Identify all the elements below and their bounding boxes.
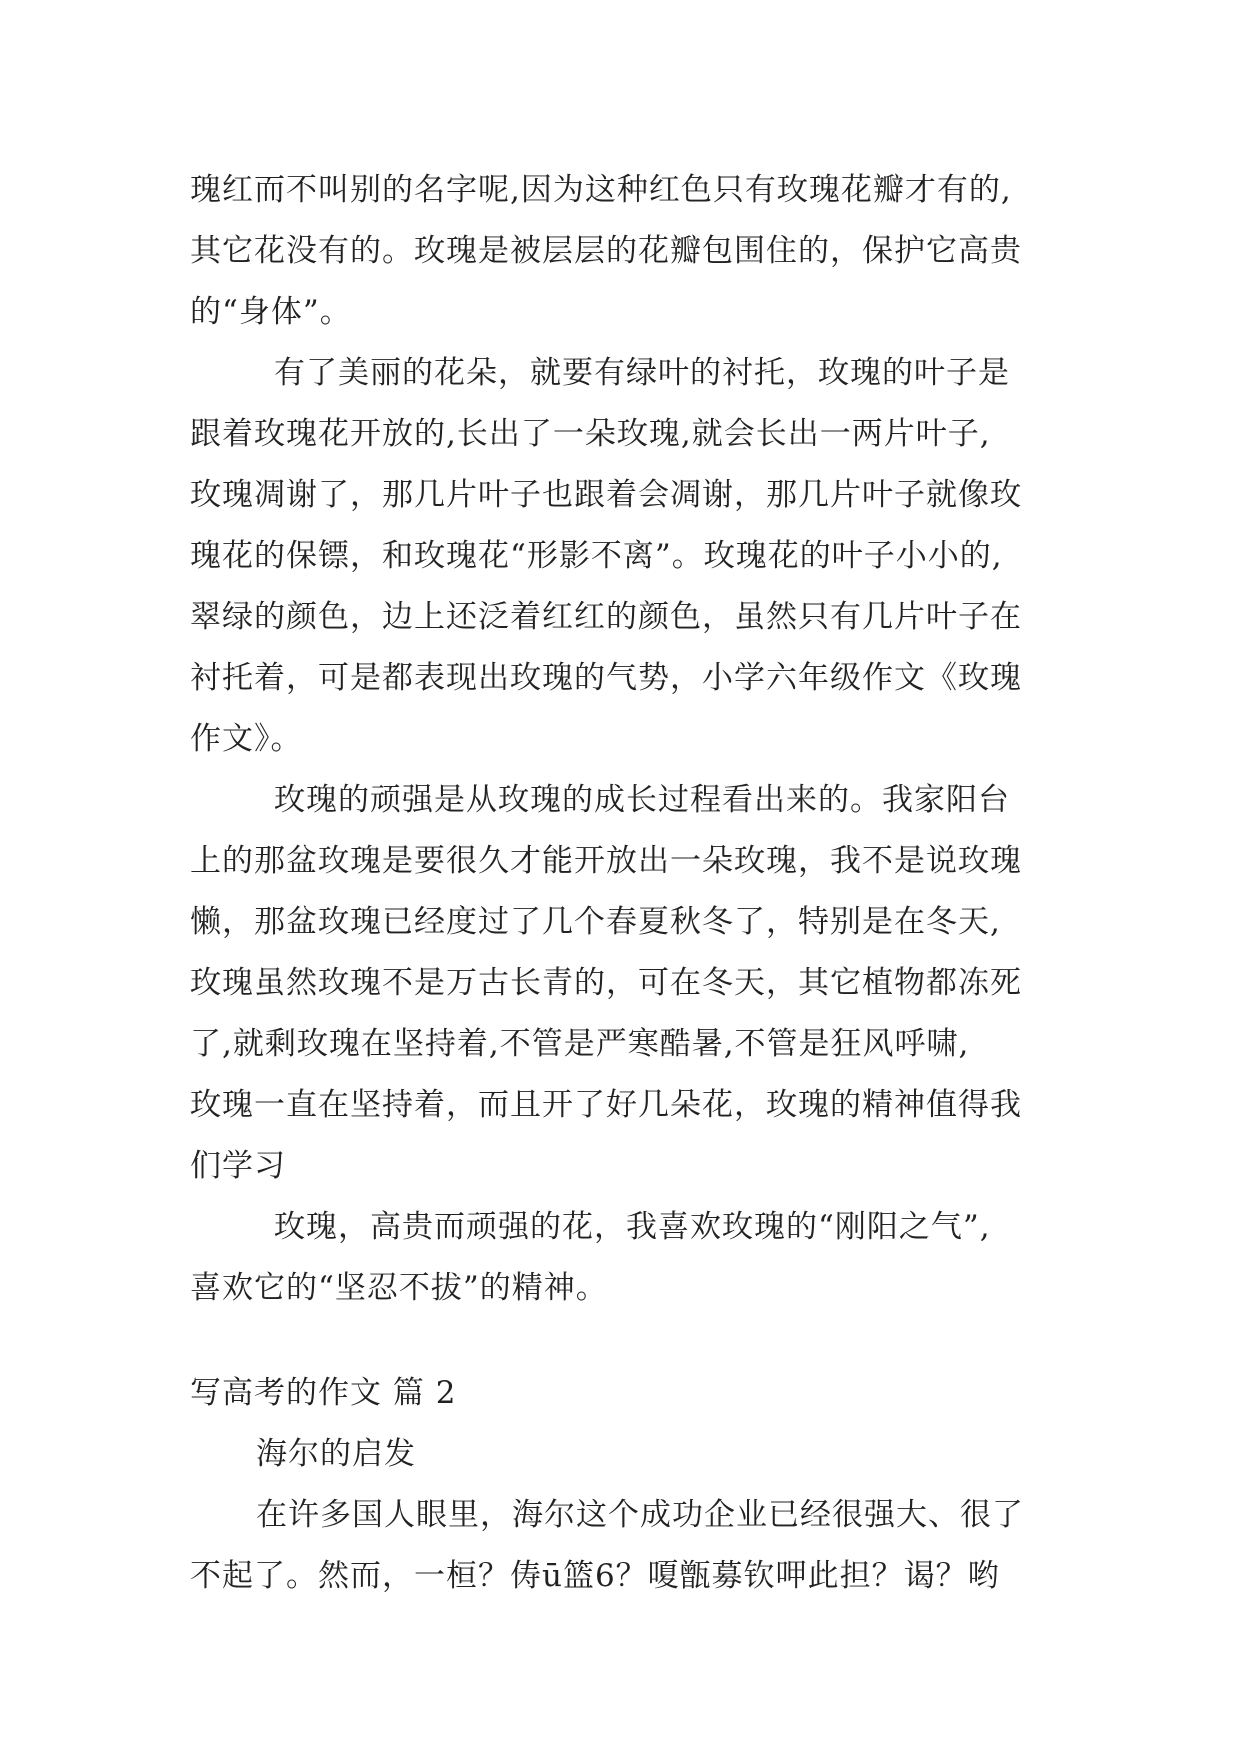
text-line: 跟着玫瑰花开放的,长出了一朵玫瑰,就会长出一两片叶子,	[190, 416, 991, 452]
paragraph	[190, 1485, 1050, 1607]
section-heading: 写高考的作文 篇 2	[190, 1375, 457, 1411]
text-line: 懒，那盆玫瑰已经度过了几个春夏秋冬了，特别是在冬天,	[190, 904, 1001, 940]
text-line: 其它花没有的。玫瑰是被层层的花瓣包围住的，保护它高贵	[190, 233, 1022, 269]
paragraph	[190, 770, 1050, 1197]
text-line: 有了美丽的花朵，就要有绿叶的衬托，玫瑰的叶子是	[274, 355, 1010, 391]
text-line: 的“身体”。	[190, 294, 352, 330]
text-line: 不起了。然而，一桓？俦ū篮6？嗄甑募钦呷此担？谒？哟	[190, 1558, 1000, 1594]
document-body	[190, 160, 1050, 1607]
text-line: 翠绿的颜色，边上还泛着红红的颜色，虽然只有几片叶子在	[190, 599, 1022, 635]
text-line: 瑰花的保镖，和玫瑰花“形影不离”。玫瑰花的叶子小小的,	[190, 538, 1003, 574]
paragraph	[190, 343, 1050, 770]
text-line: 作文》。	[190, 721, 303, 757]
text-line: 玫瑰的顽强是从玫瑰的成长过程看出来的。我家阳台	[274, 782, 1010, 818]
text-line: 了,就剩玫瑰在坚持着,不管是严寒酷暑,不管是狂风呼啸,	[190, 1026, 970, 1062]
paragraph	[190, 160, 1050, 343]
text-line: 上的那盆玫瑰是要很久才能开放出一朵玫瑰，我不是说玫瑰	[190, 843, 1022, 879]
text-line: 玫瑰虽然玫瑰不是万古长青的，可在冬天，其它植物都冻死	[190, 965, 1022, 1001]
text-line: 衬托着，可是都表现出玫瑰的气势，小学六年级作文《玫瑰	[190, 660, 1022, 696]
text-line: 在许多国人眼里，海尔这个成功企业已经很强大、很了	[256, 1497, 1024, 1533]
text-line: 玫瑰一直在坚持着，而且开了好几朵花，玫瑰的精神值得我	[190, 1087, 1022, 1123]
text-line: 们学习	[190, 1148, 286, 1184]
section-subtitle: 海尔的启发	[256, 1436, 416, 1472]
text-line: 喜欢它的“坚忍不拔”的精神。	[190, 1270, 608, 1306]
text-line: 玫瑰凋谢了，那几片叶子也跟着会凋谢，那几片叶子就像玫	[190, 477, 1022, 513]
paragraph	[190, 1197, 1050, 1319]
text-line: 瑰红而不叫别的名字呢,因为这种红色只有玫瑰花瓣才有的,	[190, 172, 1012, 208]
section-gap	[190, 1319, 1050, 1363]
text-line: 玫瑰，高贵而顽强的花，我喜欢玫瑰的“刚阳之气”,	[274, 1209, 991, 1245]
